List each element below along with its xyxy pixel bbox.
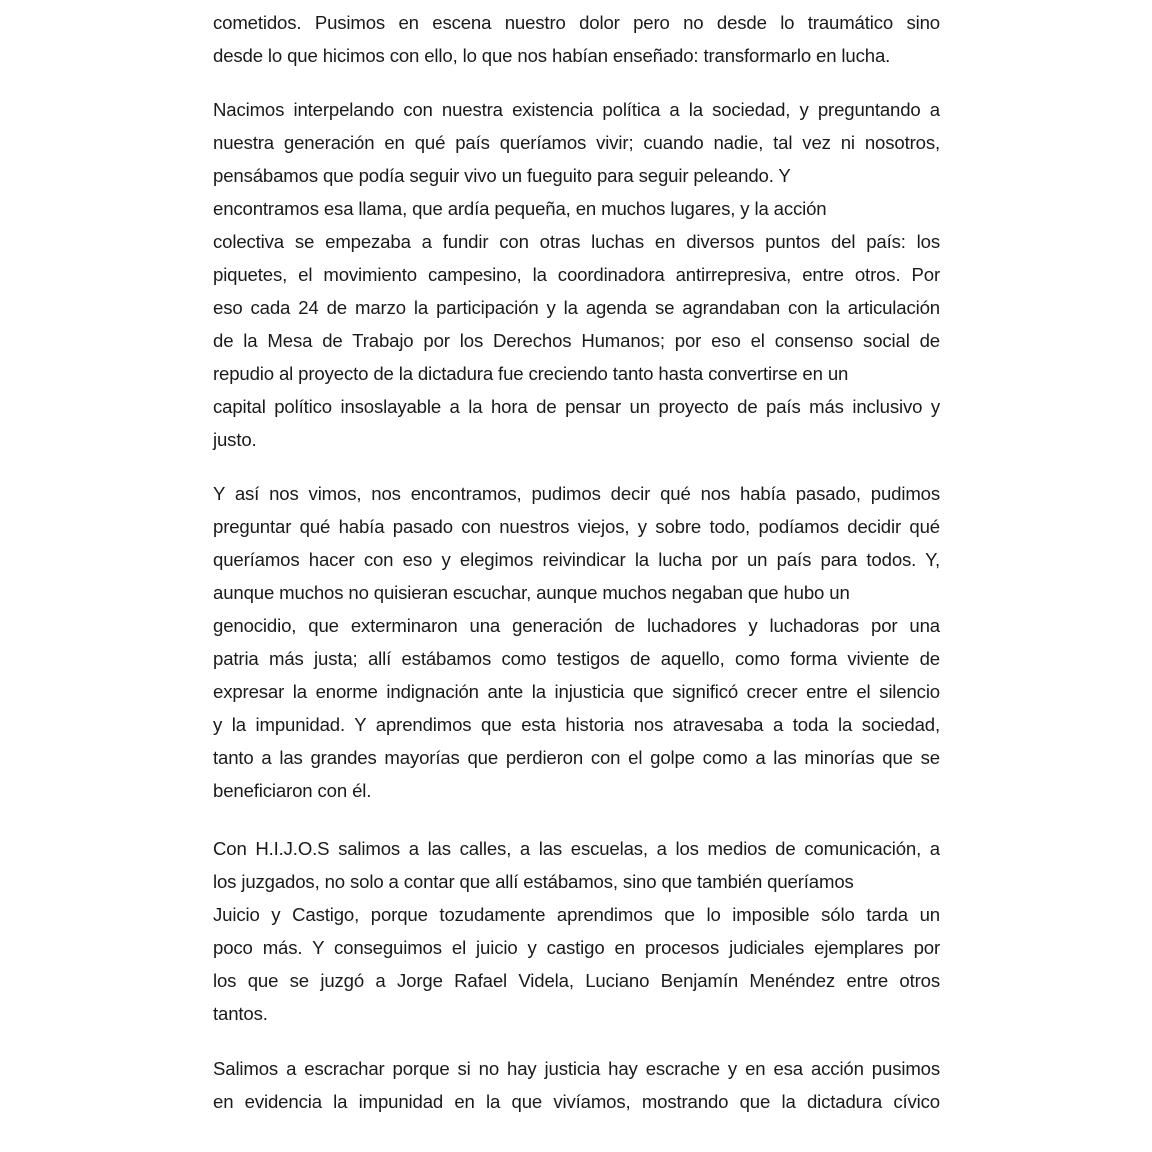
paragraph [213,93,940,456]
text-line: piquetes, el movimiento campesino, la coordinadora antirrepresiva, entre otros. Por [213,264,940,285]
text-line: pensábamos que podía seguir vivo un fueguito para seguir peleando. Y [213,165,791,186]
text-line: repudio al proyecto de la dictadura fue creciendo tanto hasta convertirse en un [213,363,849,384]
text-line: genocidio, que exterminaron una generación de luchadores y luchadoras por una [213,615,940,636]
text-line: aunque muchos no quisieran escuchar, aunque muchos negaban que hubo un [213,582,850,603]
paragraph [213,832,940,1030]
text-line: Salimos a escrachar porque si no hay justicia hay escrache y en esa acción pusimos [213,1058,940,1079]
text-line: los que se juzgó a Jorge Rafael Videla, Luciano Benjamín Menéndez entre otros [213,970,940,991]
text-line: eso cada 24 de marzo la participación y la agenda se agrandaban con la articulación [213,297,940,318]
text-line: colectiva se empezaba a fundir con otras luchas en diversos puntos del país: los [213,231,940,252]
document-page [213,6,940,1139]
text-line: Con H.I.J.O.S salimos a las calles, a las escuelas, a los medios de comunicación, a [213,838,940,859]
text-line: poco más. Y conseguimos el juicio y castigo en procesos judiciales ejemplares por [213,937,940,958]
text-line: preguntar qué había pasado con nuestros viejos, y sobre todo, podíamos decidir qué [213,516,940,537]
text-line: y la impunidad. Y aprendimos que esta historia nos atravesaba a toda la sociedad, [213,714,940,735]
text-line: expresar la enorme indignación ante la injusticia que significó crecer entre el silencio [213,681,940,702]
text-line: queríamos hacer con eso y elegimos reivindicar la lucha por un país para todos. Y, [213,549,940,570]
text-line: en evidencia la impunidad en la que vivíamos, mostrando que la dictadura cívico [213,1091,940,1112]
text-line: beneficiaron con él. [213,780,372,801]
text-line: justo. [213,429,257,450]
text-line: cometidos. Pusimos en escena nuestro dolor pero no desde lo traumático sino [213,12,940,33]
text-line: tanto a las grandes mayorías que perdieron con el golpe como a las minorías que se [213,747,940,768]
paragraph [213,6,940,72]
text-line: tantos. [213,1003,268,1024]
paragraph [213,1052,940,1118]
text-line: Juicio y Castigo, porque tozudamente aprendimos que lo imposible sólo tarda un [213,904,940,925]
text-line: desde lo que hicimos con ello, lo que nos habían enseñado: transformarlo en lucha. [213,45,891,66]
text-line: de la Mesa de Trabajo por los Derechos Humanos; por eso el consenso social de [213,330,940,351]
text-line: Nacimos interpelando con nuestra existencia política a la sociedad, y preguntando a [213,99,940,120]
paragraph [213,477,940,807]
text-line: capital político insoslayable a la hora de pensar un proyecto de país más inclusivo y [213,396,940,417]
text-line: los juzgados, no solo a contar que allí estábamos, sino que también queríamos [213,871,854,892]
text-line: nuestra generación en qué país queríamos vivir; cuando nadie, tal vez ni nosotros, [213,132,940,153]
text-line: patria más justa; allí estábamos como testigos de aquello, como forma viviente de [213,648,940,669]
text-line: encontramos esa llama, que ardía pequeña, en muchos lugares, y la acción [213,198,827,219]
text-line: Y así nos vimos, nos encontramos, pudimos decir qué nos había pasado, pudimos [213,483,940,504]
